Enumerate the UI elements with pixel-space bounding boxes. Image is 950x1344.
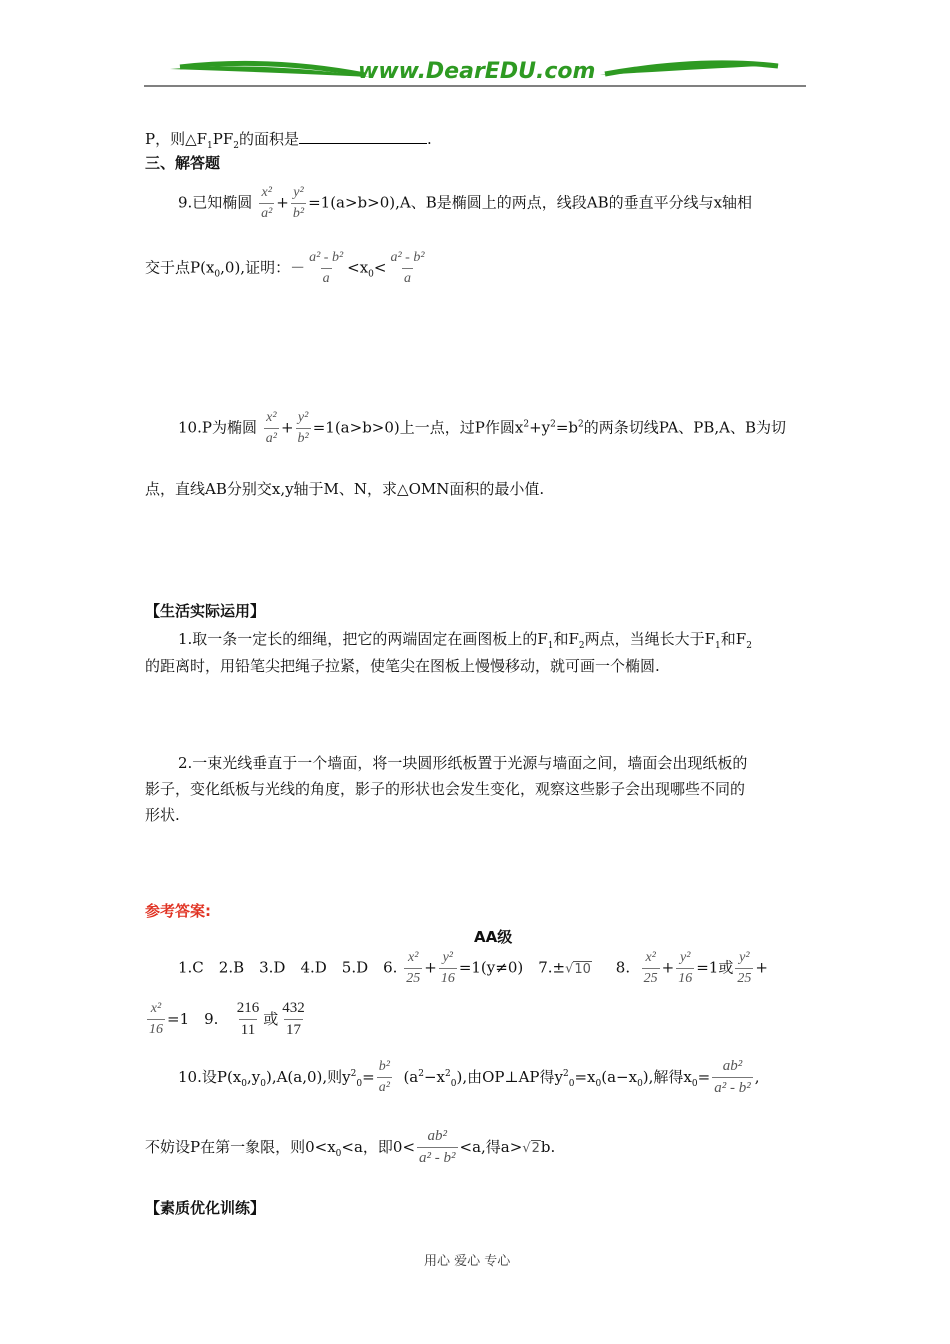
- fraction-a2-b2-over-a: $\frac{\text{a² - b²}}{a}$: [309, 250, 344, 287]
- answer-blank: [299, 129, 427, 144]
- logo-text: www.DearEDU.com: [358, 59, 596, 84]
- life-item-1-line2: 的距离时，用铅笔尖把绳子拉紧，使笔尖在图板上慢慢移动，就可画一个椭圆.: [145, 657, 660, 675]
- life-item-2-line1: 2.一束光线垂直于一个墙面，将一块圆形纸板置于光源与墙面之间，墙面会出现纸板的: [178, 754, 748, 772]
- life-item-1-line1: 1.取一条一定长的细绳，把它的两端固定在画图板上的$F_1$和$F_2$两点，当绳长大于$F_1$和$F_2$: [178, 630, 752, 651]
- sqrt-symbol: √2: [522, 1140, 540, 1156]
- answers-line1: 1.C 2.B 3.D 4.D 5.D 6. $\frac{\text{x²}}{25}$ + $\frac{\text{y²}}{16}$ =1(y≠0) 7.±√10 8. $\frac{\text{x²}}{25}$ + $\frac{\text{y²}}{16}$ =1或 $\frac{\text{y²}}{25}$ +: [178, 950, 768, 987]
- fill-blank-line: P，则$\triangle F_1PF_2$的面积是 .: [145, 130, 432, 151]
- life-item-2-line3: 形状.: [145, 806, 180, 824]
- answers-line2: $\frac{\text{x²}}{16}$ =1 9. $\frac{216}{11}$ 或 $\frac{432}{17}$: [149, 1000, 305, 1039]
- page-footer: 用心 爱心 专心: [424, 1254, 511, 1269]
- life-item-2-line2: 影子，变化纸板与光线的角度，影子的形状也会发生变化，观察这些影子会出现哪些不同的: [145, 780, 746, 798]
- section-heading-solutions: 三、解答题: [145, 154, 221, 172]
- answer-10-line2: 不妨设P在第一象限，则$0<x_0<a$，即0< $\frac{\text{ab²}}{\text{a² - b²}}$ <a,得a>√2b.: [145, 1128, 556, 1167]
- sqrt-symbol: √10: [565, 961, 591, 977]
- question-9-line2: 交于点$P(x_0,0)$,证明：－ $\frac{\text{a² - b²}}{a}$ $<x_0<$ $\frac{\text{a² - b²}}{a}$: [145, 250, 425, 287]
- question-10-line2: 点，直线AB分别交x,y轴于M、N，求△OMN面积的最小值.: [145, 480, 545, 498]
- question-9-line1: 9.已知椭圆 $\frac{\text{x²}}{\text{a²}}$ + $\frac{\text{y²}}{\text{b²}}$ =1(a>b>0),A、B是椭圆上的两点，线段AB的垂直平分线与x轴相: [178, 185, 753, 222]
- section-heading-quality: 【素质优化训练】: [145, 1199, 266, 1217]
- answer-10-line1: 10.设$P(x_0,y_0),A(a,0)$,则$y^2_0=$ $\frac{\text{b²}}{\text{a²}}$ $(a^2-x^2_0)$,由OP⊥AP得$y^2_0=x_0(a-x_0)$,解得$x_0=$ $\frac{\text{ab²}}{\text{a² - b²}}$ ,: [178, 1058, 760, 1097]
- answers-heading: 参考答案:: [145, 902, 211, 920]
- fraction-y2-b2: $\frac{\text{y²}}{\text{b²}}$: [292, 185, 305, 222]
- fraction-x2-a2: $\frac{\text{x²}}{\text{a²}}$: [261, 185, 273, 222]
- section-heading-life: 【生活实际运用】: [145, 602, 266, 620]
- fraction-a2-b2-over-a-2: $\frac{\text{a² - b²}}{a}$: [390, 250, 425, 287]
- aa-level-title: AA级: [474, 928, 513, 946]
- question-10-line1: 10.P为椭圆 $\frac{\text{x²}}{\text{a²}}$ + $\frac{\text{y²}}{\text{b²}}$ =1(a>b>0)上一点，过P作圆$x^2+y^2=b^2$的两条切线PA、PB,A、B为切: [178, 410, 787, 447]
- header-logo: [140, 55, 810, 95]
